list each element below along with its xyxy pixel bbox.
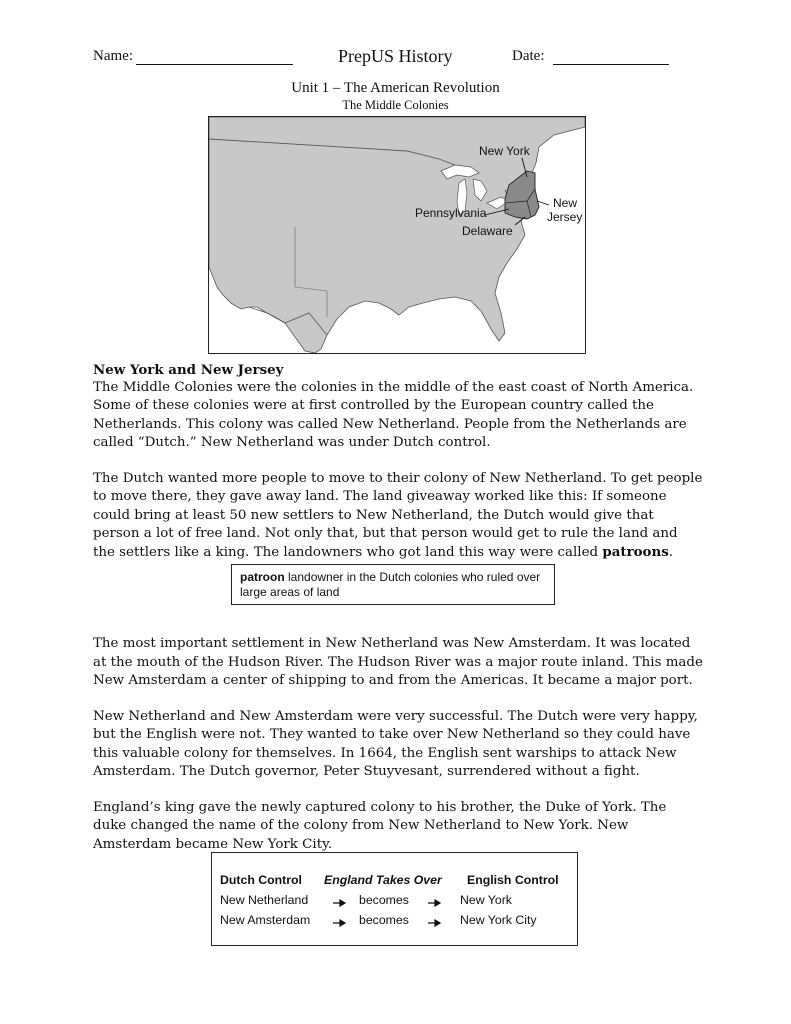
header-england-takes-over: England Takes Over: [324, 873, 442, 887]
arrow-right-icon: [428, 919, 442, 927]
map-label-delaware: Delaware: [462, 224, 513, 238]
date-field-line[interactable]: [553, 46, 669, 65]
arrow-right-icon: [333, 899, 347, 907]
name-field-line[interactable]: [136, 46, 293, 65]
paragraph-1: The Middle Colonies were the colonies in the middle of the east coast of North America. Some of these colonies were at first controlled by the European country called the Netherlands. This colony was called New Netherland. People from the Netherlands are called “Dutch.” New Netherland was under Dutch control.: [93, 380, 694, 450]
vocabulary-term: patroon: [240, 570, 285, 584]
worksheet-header: [93, 46, 693, 70]
map-label-new-york: New York: [479, 144, 530, 158]
vocabulary-definition: landowner in the Dutch colonies who ruled over large areas of land: [240, 570, 541, 599]
header-dutch-control: Dutch Control: [220, 873, 302, 887]
paragraph-2: [93, 470, 703, 562]
course-title: PrepUS History: [338, 46, 453, 66]
middle-colonies-map: [208, 116, 586, 354]
paragraph-4: New Netherland and New Amsterdam were very successful. The Dutch were very happy, but the English were not. They wanted to take over New Netherland so they could have this valuable colony for themselves. In 1664, the English sent warships to attack New Amsterdam. The Dutch governor, Peter Stuyvesant, surrendered without a fight.: [93, 709, 698, 779]
patroons-term: patroons: [602, 544, 669, 561]
name-label: Name:: [93, 48, 133, 64]
vocabulary-box: [231, 564, 555, 605]
date-label: Date:: [512, 48, 545, 64]
paragraph-5: England’s king gave the newly captured colony to his brother, the Duke of York. The duke changed the name of the colony from New Netherland to New York. New Amsterdam became New York City.: [93, 800, 667, 852]
row2-english-name: New York City: [460, 913, 537, 927]
row2-dutch-name: New Amsterdam: [220, 913, 311, 927]
row1-dutch-name: New Netherland: [220, 893, 309, 907]
row1-english-name: New York: [460, 893, 512, 907]
row1-becomes: becomes: [359, 893, 409, 907]
section-heading: New York and New Jersey: [93, 362, 284, 378]
unit-title: Unit 1 – The American Revolution: [291, 80, 500, 96]
paragraph-3: The most important settlement in New Netherland was New Amsterdam. It was located at the mouth of the Hudson River. The Hudson River was a major route inland. This made New Amsterdam a center of shipping to and from the Americas. It became a major port.: [93, 636, 703, 688]
header-english-control: English Control: [467, 873, 559, 887]
control-summary-table: [211, 852, 578, 946]
row2-becomes: becomes: [359, 913, 409, 927]
map-label-new-jersey-line2: Jersey: [547, 210, 583, 224]
arrow-right-icon: [333, 919, 347, 927]
map-label-new-jersey-line1: New: [553, 196, 578, 210]
paragraph-2-text: The Dutch wanted more people to move to their colony of New Netherland. To get people to move there, they gave away land. The land giveaway worked like this: If someone could bring at least 50 new settlers to New Netherland, the Dutch would give that person a lot of free land. Not only that, but that person would get to rule the land and the settlers like a king. The landowners who got land this way were called: [93, 471, 703, 561]
arrow-right-icon: [428, 899, 442, 907]
page-subtitle: The Middle Colonies: [342, 98, 449, 112]
reading-passage: [93, 361, 703, 872]
paragraph-2-end: .: [668, 545, 674, 561]
us-map-figure: [209, 117, 585, 353]
map-label-pennsylvania: Pennsylvania: [415, 206, 487, 220]
